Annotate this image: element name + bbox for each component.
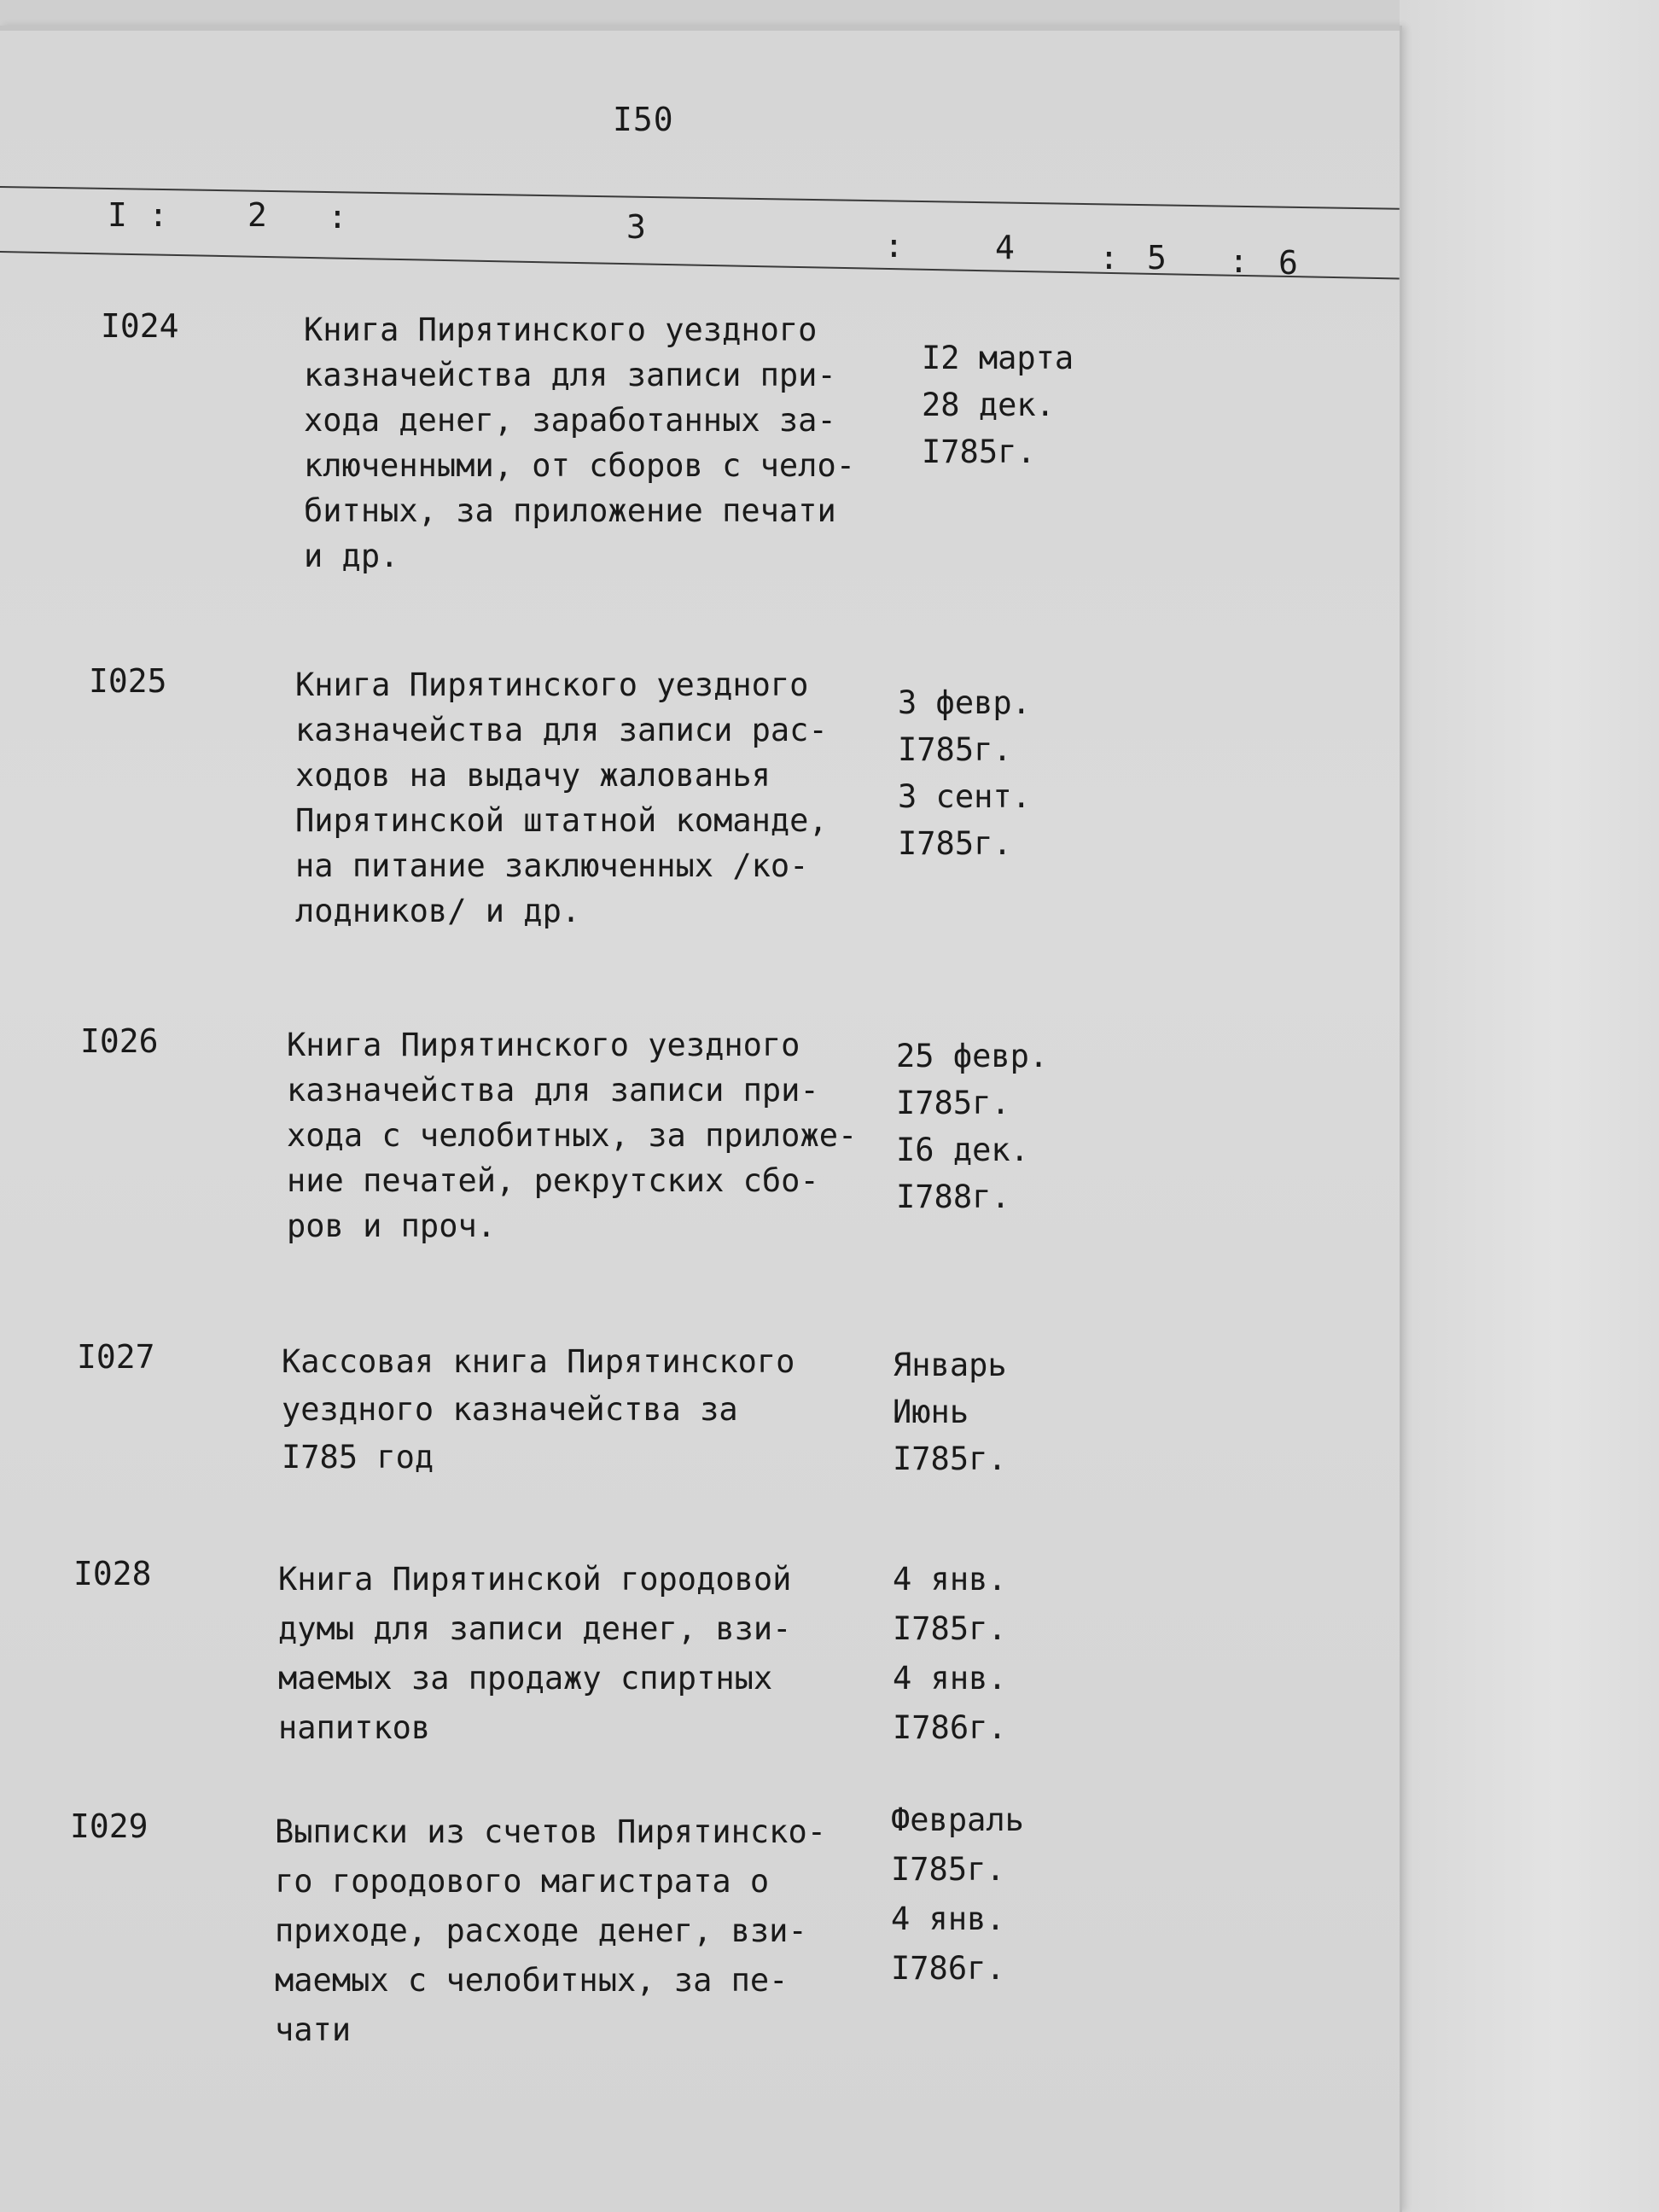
description-line: казначейства для записи рас- [295,712,828,748]
entry-number: I026 [80,1022,159,1060]
page-top-edge [0,26,1400,31]
entry-description [275,1807,826,2055]
description-line: маемых за продажу спиртных [278,1660,773,1697]
column-header-separator: : [148,196,168,234]
column-header-6: 6 [1278,244,1298,282]
date-line: I785г. [893,1610,1007,1647]
date-line: I2 марта [922,340,1074,376]
page-number: I50 [613,101,674,138]
description-line: и др. [304,538,399,574]
date-line: I785г. [922,434,1036,470]
description-line: I785 год [282,1439,434,1476]
description-line: го городового магистрата о [275,1863,770,1900]
description-line: Выписки из счетов Пирятинско- [275,1813,827,1850]
entry-dates [891,1796,1024,1994]
entry-description [287,1022,857,1249]
description-line: Пирятинской штатной команде, [295,802,828,839]
date-line: I785г. [893,1441,1007,1477]
column-header-1: I [108,196,127,234]
entry-dates [898,679,1031,867]
date-line: I786г. [891,1950,1005,1987]
entry-number: I029 [70,1807,148,1845]
entry-description [295,662,828,934]
entry-description [278,1555,791,1753]
description-line: ходов на выдачу жалованья [295,757,771,794]
description-line: напитков [278,1709,431,1746]
entry-number: I025 [89,662,167,700]
description-line: Книга Пирятинского уездного [304,311,818,348]
column-header-separator: : [1099,239,1119,276]
entry-number: I027 [77,1338,155,1376]
date-line: 3 февр. [898,684,1031,721]
entry-dates [922,335,1074,475]
date-line: I786г. [893,1709,1007,1746]
description-line: казначейства для записи при- [287,1072,819,1109]
description-line: ние печатей, рекрутских сбо- [287,1162,819,1199]
date-line: I788г. [896,1179,1010,1215]
entry-dates [896,1033,1048,1220]
column-header-3: 3 [626,208,646,246]
description-line: ров и проч. [287,1208,497,1244]
description-line: казначейства для записи при- [304,357,836,393]
description-line: думы для записи денег, взи- [278,1610,792,1647]
description-line: битных, за приложение печати [304,492,836,529]
entry-description [282,1338,795,1481]
entry-number: I024 [101,307,179,345]
entry-dates [893,1555,1007,1753]
date-line: I785г. [891,1851,1005,1888]
entry-number: I028 [73,1555,152,1592]
column-header-separator: : [884,227,904,265]
description-line: чати [275,2011,352,2048]
entry-description [304,307,855,579]
date-line: I785г. [898,825,1012,862]
date-line: Февраль [891,1802,1024,1838]
date-line: Июнь [893,1394,969,1430]
description-line: лодников/ и др. [295,893,581,929]
date-line: 25 февр. [896,1038,1049,1074]
date-line: 4 янв. [893,1660,1007,1697]
column-header-5: 5 [1147,239,1167,276]
description-line: Книга Пирятинской городовой [278,1561,792,1598]
column-header-separator: : [1229,242,1249,280]
date-line: I785г. [898,731,1012,768]
entry-dates [893,1342,1007,1482]
date-line: Январь [893,1347,1007,1383]
date-line: 4 янв. [893,1561,1007,1598]
description-line: Книга Пирятинского уездного [295,667,809,703]
date-line: 3 сент. [898,778,1031,815]
description-line: ключенными, от сборов с чело- [304,447,856,484]
description-line: уездного казначейства за [282,1391,738,1428]
description-line: на питание заключенных /ко- [295,847,809,884]
date-line: I6 дек. [896,1132,1029,1168]
date-line: 28 дек. [922,387,1055,423]
column-header-4: 4 [995,229,1015,266]
date-line: I785г. [896,1085,1010,1121]
description-line: хода с челобитных, за приложе- [287,1117,858,1154]
column-header-2: 2 [247,196,267,234]
description-line: хода денег, заработанных за- [304,402,836,439]
column-header-separator: : [328,198,347,236]
background-surface [1400,0,1659,2212]
date-line: 4 янв. [891,1901,1005,1937]
description-line: приходе, расходе денег, взи- [275,1912,807,1949]
description-line: Кассовая книга Пирятинского [282,1343,795,1380]
description-line: маемых с челобитных, за пе- [275,1962,789,1999]
description-line: Книга Пирятинского уездного [287,1027,800,1063]
